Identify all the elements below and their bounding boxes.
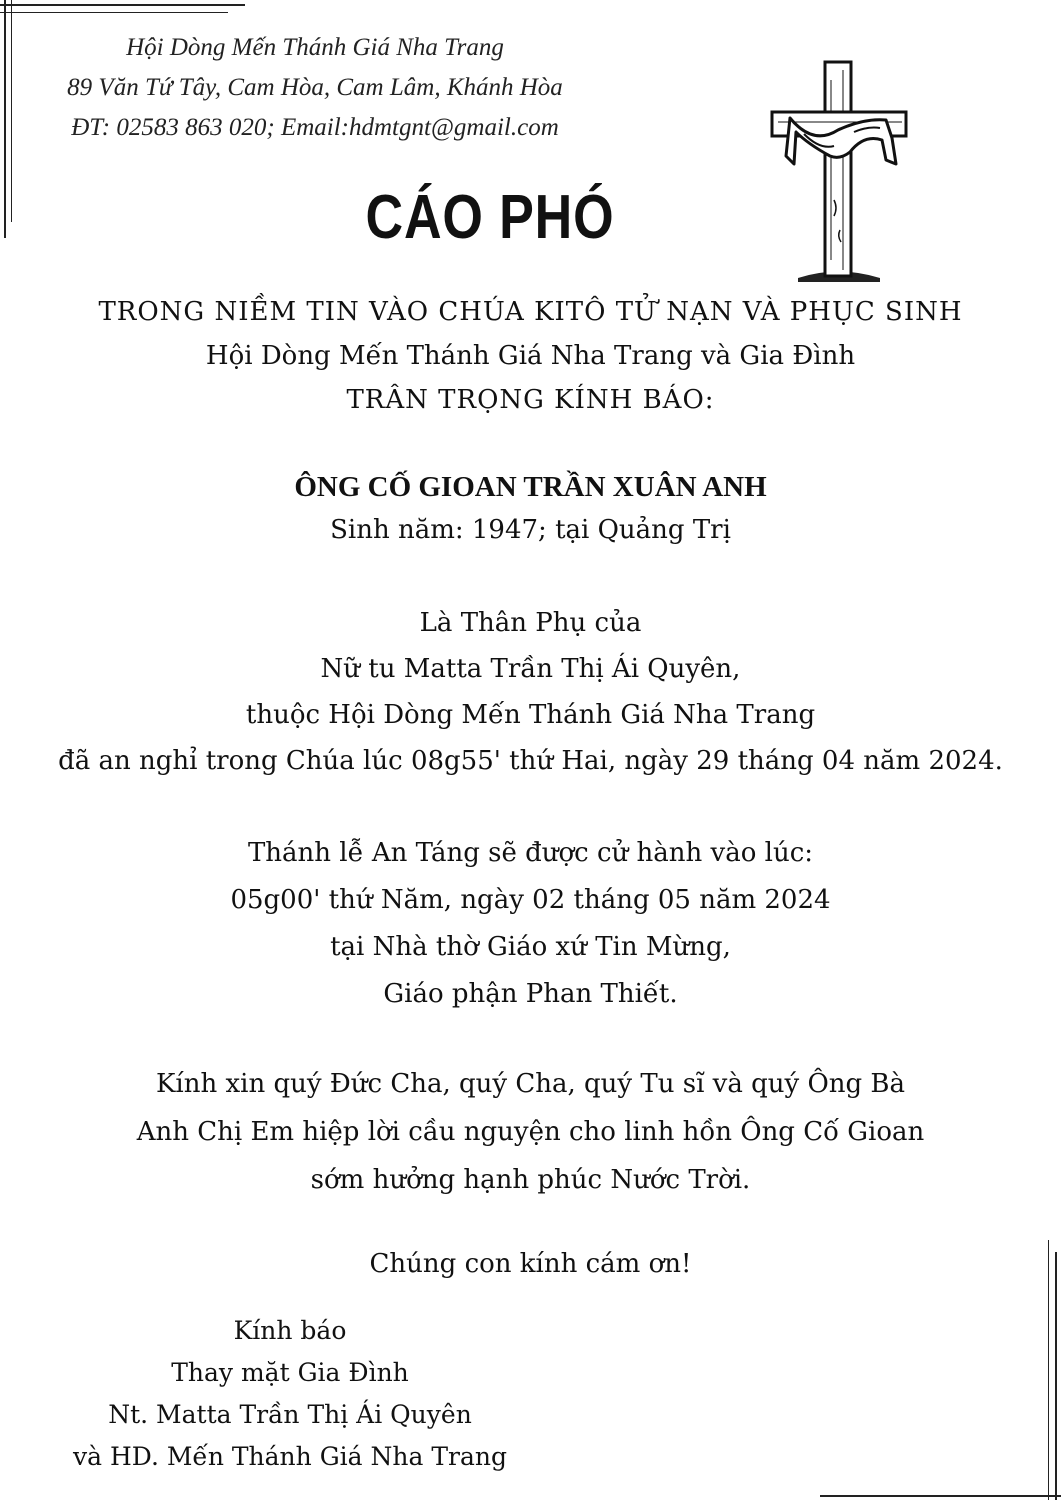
faith-statement: TRONG NIỀM TIN VÀO CHÚA KITÔ TỬ NẠN VÀ PHỤC SINH xyxy=(98,297,963,327)
page-title: CÁO PHÓ xyxy=(365,183,615,252)
signature-line-2: Thay mặt Gia Đình xyxy=(171,1358,409,1387)
deceased-birth xyxy=(0,508,1061,552)
signature-line-1: Kính báo xyxy=(233,1316,347,1345)
header-address: 89 Văn Tứ Tây, Cam Hòa, Cam Lâm, Khánh Hòa xyxy=(67,74,563,101)
header-contact: ĐT: 02583 863 020; Email:hdmtgnt@gmail.com xyxy=(71,114,559,141)
relation-block xyxy=(0,600,1061,784)
header-org-name: Hội Dòng Mến Thánh Giá Nha Trang xyxy=(126,34,504,61)
announcement-heading: TRÂN TRỌNG KÍNH BÁO: xyxy=(346,385,715,415)
request-line-2: Anh Chị Em hiệp lời cầu nguyện cho linh hồn Ông Cố Gioan xyxy=(136,1117,925,1147)
deceased-name: ÔNG CỐ GIOAN TRẦN XUÂN ANH xyxy=(294,471,767,503)
organization-header xyxy=(0,28,630,148)
relation-line-2: Nữ tu Matta Trần Thị Ái Quyên, xyxy=(320,654,741,684)
thanks-line: Chúng con kính cám ơn! xyxy=(369,1249,692,1279)
signature-block xyxy=(40,1310,540,1478)
top-left-rule-1 xyxy=(0,4,245,6)
request-line-3: sớm hưởng hạnh phúc Nước Trời. xyxy=(310,1165,751,1195)
top-left-rule-2 xyxy=(0,12,228,13)
funeral-diocese: Giáo phận Phan Thiết. xyxy=(383,979,678,1009)
funeral-block xyxy=(0,830,1061,1018)
thanks-block xyxy=(0,1242,1061,1286)
relation-line-1: Là Thân Phụ của xyxy=(419,608,642,638)
prayer-request-block xyxy=(0,1060,1061,1204)
intro-block xyxy=(0,290,1061,422)
right-rule-2 xyxy=(1055,1252,1057,1500)
funeral-time: 05g00' thứ Năm, ngày 02 tháng 05 năm 2024 xyxy=(230,885,831,915)
relation-line-3: thuộc Hội Dòng Mến Thánh Giá Nha Trang xyxy=(245,700,816,730)
cross-with-drape-icon xyxy=(768,60,908,285)
bottom-right-rule xyxy=(820,1495,1061,1497)
funeral-line-1: Thánh lễ An Táng sẽ được cử hành vào lúc: xyxy=(247,838,814,868)
signature-line-4: và HD. Mến Thánh Giá Nha Trang xyxy=(73,1442,507,1471)
birth-info: Sinh năm: 1947; tại Quảng Trị xyxy=(330,515,731,545)
announcer: Hội Dòng Mến Thánh Giá Nha Trang và Gia Đình xyxy=(205,341,856,371)
signature-line-3: Nt. Matta Trần Thị Ái Quyên xyxy=(108,1400,472,1429)
funeral-place: tại Nhà thờ Giáo xứ Tin Mừng, xyxy=(330,932,731,962)
request-line-1: Kính xin quý Đức Cha, quý Cha, quý Tu sĩ và quý Ông Bà xyxy=(155,1069,906,1099)
death-time: đã an nghỉ trong Chúa lúc 08g55' thứ Hai, ngày 29 tháng 04 năm 2024. xyxy=(58,746,1003,776)
